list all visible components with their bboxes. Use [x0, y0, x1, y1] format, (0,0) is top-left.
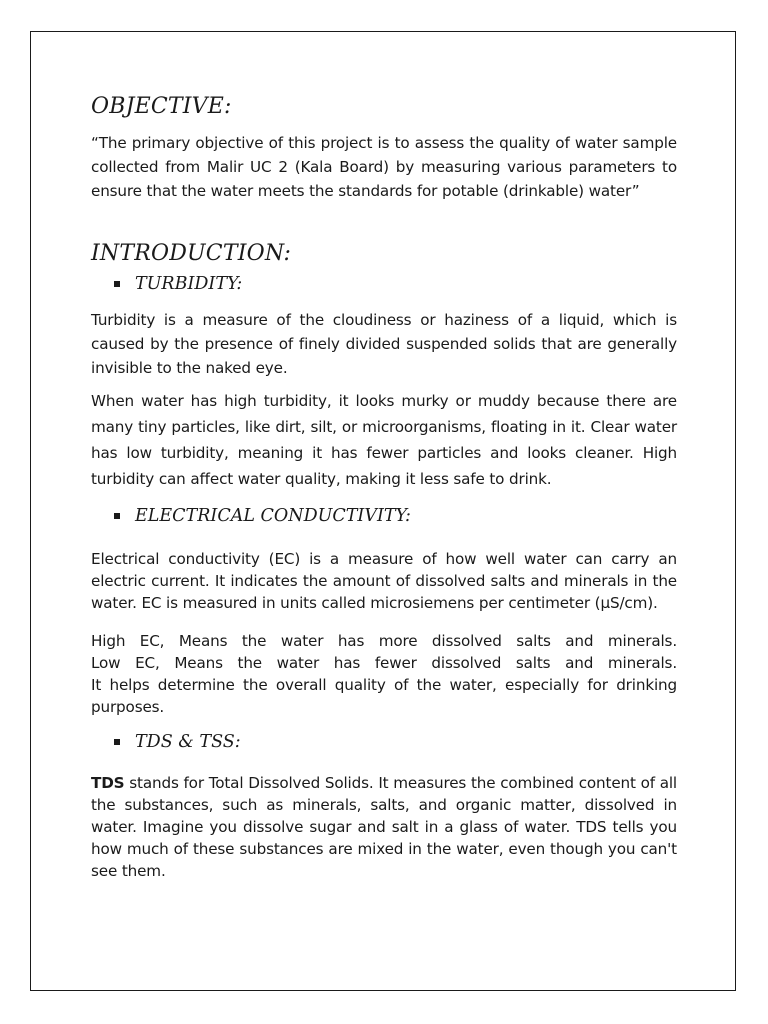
tds-bullet [114, 732, 677, 752]
turbidity-paragraph-1: Turbidity is a measure of the cloudiness or haziness of a liquid, which is caused by the presence of finely divided suspended solids that are generally invisible to the naked eye. [91, 311, 677, 377]
objective-paragraph: “The primary objective of this project is to assess the quality of water sample collected from Malir UC 2 (Kala Board) by measuring various parameters to ensure that the water meets the standards for potable (drinkable) water” [91, 134, 677, 200]
tds-text: stands for Total Dissolved Solids. It measures the combined content of all the substances, such as minerals, salts, and organic matter, dissolved in water. Imagine you dissolve sugar and salt in a glass of water. TDS tells you how much of these substances are mixed in the water, even though you can't see them. [91, 774, 677, 880]
document-body [91, 94, 677, 882]
turbidity-bullet [114, 274, 677, 294]
conductivity-paragraph-1: Electrical conductivity (EC) is a measure of how well water can carry an electric current. It indicates the amount of dissolved salts and minerals in the water. EC is measured in units called microsiemens per centimeter (µS/cm). [91, 550, 677, 612]
square-bullet-icon [114, 739, 120, 745]
conductivity-line-high: High EC, Means the water has more dissolved salts and minerals. [91, 632, 677, 650]
tds-paragraph [91, 772, 677, 882]
introduction-heading: INTRODUCTION: [91, 241, 292, 266]
turbidity-paragraph-2: When water has high turbidity, it looks murky or muddy because there are many tiny particles, like dirt, silt, or microorganisms, floating in it. Clear water has low turbidity, meaning it has fewer particles and looks cleaner. High turbidity can affect water quality, making it less safe to drink. [91, 392, 677, 488]
conductivity-line-low: Low EC, Means the water has fewer dissolved salts and minerals. [91, 654, 677, 672]
conductivity-line-overall: It helps determine the overall quality of the water, especially for drinking purposes. [91, 676, 677, 716]
square-bullet-icon [114, 513, 120, 519]
tds-bold-term: TDS [91, 774, 125, 792]
square-bullet-icon [114, 281, 120, 287]
turbidity-heading: TURBIDITY: [135, 274, 243, 294]
tds-heading: TDS & TSS: [135, 732, 241, 752]
conductivity-bullet [114, 506, 677, 526]
objective-heading: OBJECTIVE: [91, 94, 232, 119]
conductivity-heading: ELECTRICAL CONDUCTIVITY: [135, 506, 411, 526]
